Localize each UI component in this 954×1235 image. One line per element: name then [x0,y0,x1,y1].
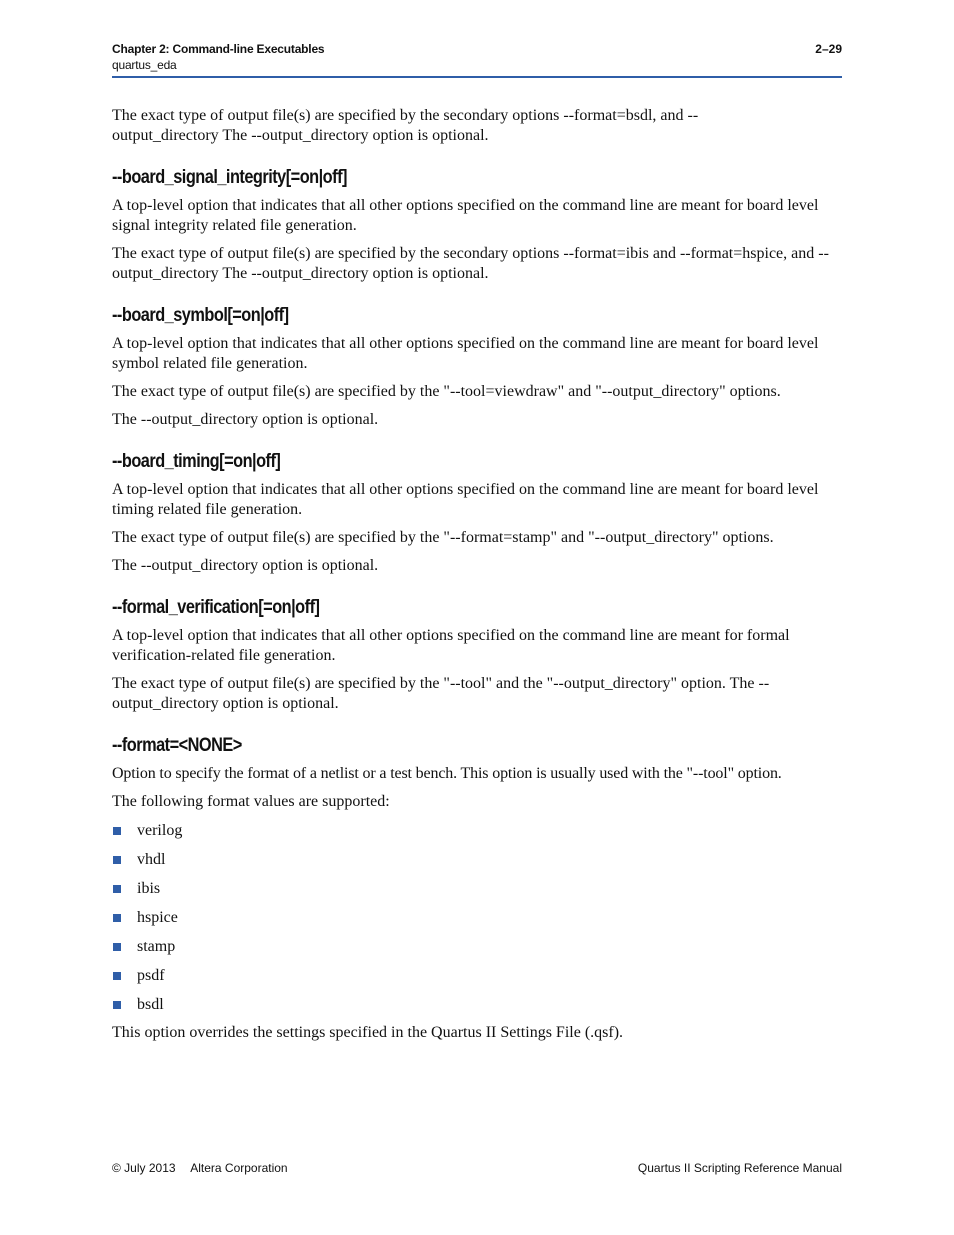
section-heading: --board_timing[=on|off] [112,451,281,472]
list-item: psdf [112,961,844,990]
page-content [112,106,844,1043]
paragraph: The --output_directory option is optional. [112,411,379,428]
paragraph: The following format values are supported: [112,793,390,810]
page-number: 2–29 [815,42,842,56]
section-heading: --formal_verification[=on|off] [112,597,320,618]
section-format [112,734,844,1043]
paragraph: A top-level option that indicates that all other options specified on the command line are meant for formal verification-related file generation. [112,627,790,664]
square-bullet-icon [113,914,121,922]
square-bullet-icon [113,856,121,864]
closing-paragraph: This option overrides the settings specified in the Quartus II Settings File (.qsf). [112,1024,624,1041]
paragraph: The exact type of output file(s) are specified by the "--tool=viewdraw" and "--output_directory" options. [112,383,781,400]
footer-company: Altera Corporation [190,1161,288,1175]
section-board-timing [112,450,844,576]
list-item: hspice [112,903,844,932]
footer-copyright: © July 2013 [112,1161,176,1175]
paragraph: A top-level option that indicates that all other options specified on the command line are meant for board level signal integrity related file generation. [112,197,819,234]
square-bullet-icon [113,943,121,951]
section-board-symbol [112,304,844,430]
list-item: verilog [112,816,844,845]
section-heading: --board_symbol[=on|off] [112,305,289,326]
square-bullet-icon [113,1001,121,1009]
list-item: vhdl [112,845,844,874]
paragraph: A top-level option that indicates that all other options specified on the command line are meant for board level symbol related file generation. [112,335,819,372]
paragraph: A top-level option that indicates that all other options specified on the command line are meant for board level timing related file generation. [112,481,819,518]
section-formal-verification [112,596,844,714]
square-bullet-icon [113,885,121,893]
section-heading: --format=<NONE> [112,735,242,756]
section-name: quartus_eda [112,58,177,72]
list-item: bsdl [112,990,844,1019]
header-rule [112,76,842,78]
paragraph: The exact type of output file(s) are specified by the "--tool" and the "--output_directory" option. The --output_directory option is optional. [112,675,770,712]
footer-manual-title: Quartus II Scripting Reference Manual [637,1161,842,1175]
paragraph: Option to specify the format of a netlist or a test bench. This option is usually used with the "--tool" option. [112,765,782,782]
square-bullet-icon [113,827,121,835]
section-board-signal-integrity [112,166,844,284]
paragraph: The exact type of output file(s) are specified by the secondary options --format=ibis and --format=hspice, and --output_directory The --output_directory option is optional. [112,245,829,282]
section-heading: --board_signal_integrity[=on|off] [112,167,347,188]
list-item: stamp [112,932,844,961]
chapter-title: Chapter 2: Command-line Executables [112,42,325,56]
square-bullet-icon [113,972,121,980]
intro-paragraph: The exact type of output file(s) are specified by the secondary options --format=bsdl, and --output_directory The --output_directory option is optional. [112,107,699,144]
list-item: ibis [112,874,844,903]
paragraph: The exact type of output file(s) are specified by the "--format=stamp" and "--output_directory" options. [112,529,774,546]
paragraph: The --output_directory option is optional. [112,557,379,574]
format-values-list [112,816,844,1019]
